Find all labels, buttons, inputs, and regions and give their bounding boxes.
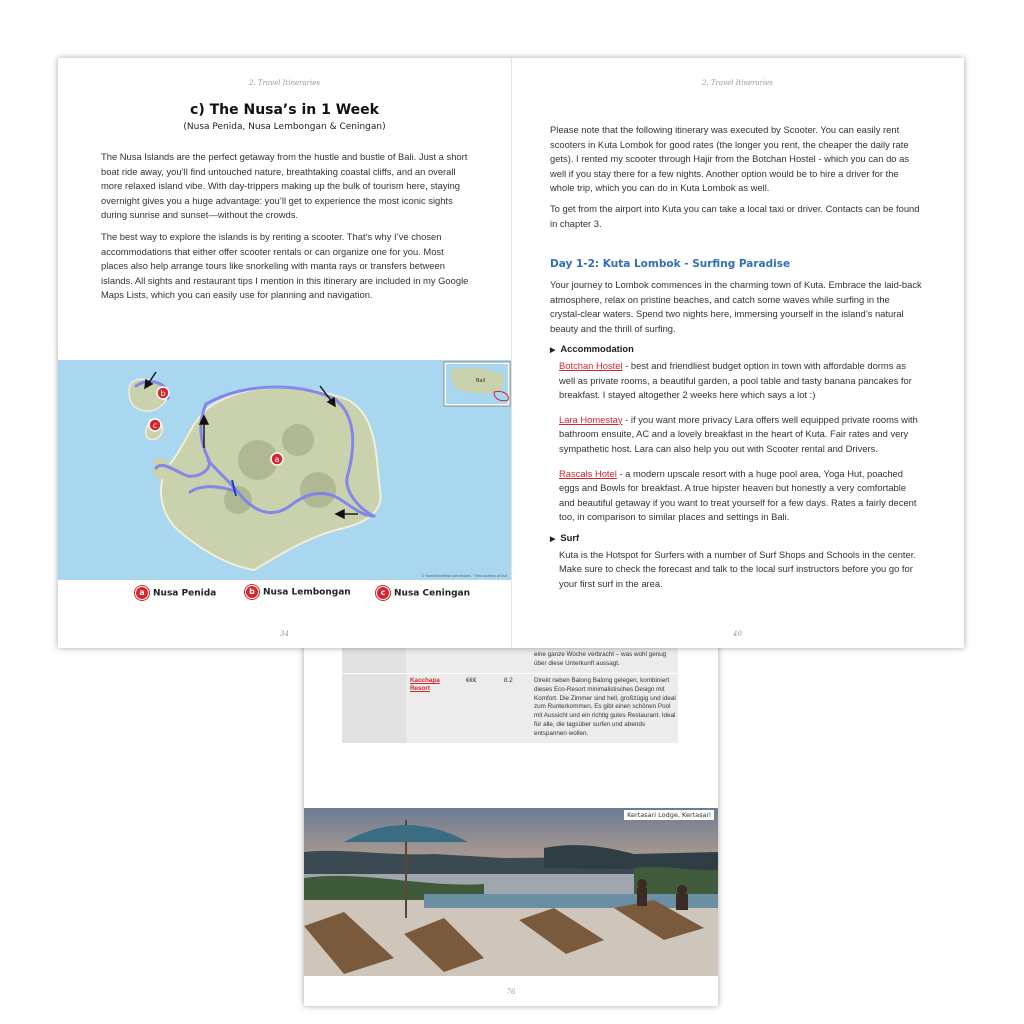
map-illustration [58,360,511,580]
map-marker-b: b [160,389,166,398]
intro-text [101,150,471,310]
map-marker-a: a [274,455,280,464]
accommodation-text: - a modern upscale resort with a huge pool area, Yoga Hut, poached eggs and Bowls for breakfast. A true hipster heaven but honestly a very comfortable and beautiful getaway if you want to treat yourself for a few days. Rates a fairly decent too, in comparison to similar places and settings in Bali. [559,467,917,523]
table-row-description: Direkt neben Balong Balong gelegen, kombiniert dieses Eco-Resort minimalistisches Design mit Komfort. Die Zimmer sind hell, großzügig und ideal zum Runterkommen. Es gibt einen schönen Pool mit Aussicht und ein richtig gutes Restaurant. Ideal für alle, die tagsüber surfen und abends entspannen wollen. [534,677,676,737]
map-inset-label: Bali [476,378,486,384]
page-number-right: 40 [733,630,742,638]
lara-homestay-link[interactable]: Lara Homestay [559,413,623,425]
day-paragraph: Your journey to Lombok commences in the charming town of Kuta. Embrace the laid-back atmosphere, relax on pristine beaches, and catch some waves while surfing in the crystal-clear waters. Spend two nights here, immersing yourself in the island’s natural beauty and the thrill of surfing. [550,279,922,334]
legend-badge: b [245,585,259,599]
legend-label: Nusa Ceningan [394,588,471,599]
legend-item-b [245,585,351,599]
right-intro-paragraph-1: Please note that the following itinerary was executed by Scooter. You can easily rent scooters in Kuta Lombok for good rates (the longer you rent, the cheaper the daily rate gets). I rented my scooter through Hajir from the Botchan Hostel - which you can do as well if you stay there for a few nights. Another option would be to hire a driver for the whole trip, which you can do in Kuta Lombok as well. [550,124,910,194]
accommodation-entry-3 [550,467,922,525]
right-intro [550,123,922,237]
accommodation-text: - if you want more privacy Lara offers well equipped private rooms with bathroom ensuite, AC and a lovely breakfast in the heart of Kuta. Fair rates and very sympathetic host. Lara can also help you out with Scooter rental and Drivers. [559,413,918,454]
triangle-bullet-icon: ▶ [550,535,556,543]
spine [511,58,512,648]
legend-badge: a [135,586,149,600]
legend-item-c [376,586,470,600]
surf-paragraph: Kuta is the Hotspot for Surfers with a number of Surf Shops and Schools in the center. Make sure to check the forecast and talk to the local surf instructors before you go for your first surf in the area. [559,548,916,589]
chapter-subtitle: (Nusa Penida, Nusa Lembongan & Ceningan) [183,122,386,132]
table-row-name-link[interactable]: Kacchapa Resort [410,677,440,692]
intro-paragraph-1: The Nusa Islands are the perfect getaway from the hustle and bustle of Bali. Just a short boat ride away, you’ll find untouched nature, breathtaking coastal cliffs, and an overall more relaxed island vibe. With day-trippers making up the bulk of tourism here, staying overnight gives you a huge advantage: you’ll get to experience the most iconic sights during sunrise and sunset—without the crowds. [101,151,468,221]
intro-paragraph-2: The best way to explore the islands is by renting a scooter. That’s why I’ve chosen accommodations that either offer scooter rentals or can organize one for you. Most places also help arrange tours like snorkeling with manta rays or transfers between islands. All sights and restaurant tips I mention in this itinerary are included in my Google Maps Lists, which you can easily use for planning and navigation. [101,230,469,301]
accommodation-text: - best and friendliest budget option in town with affordable dorms as well as private rooms, a beautiful garden, a pool table and tasty banana pancakes for breakfast. I stayed altogether 2 weeks here which says a lot :) [559,359,912,401]
accommodation-entry-1 [550,359,922,403]
accommodation-heading [550,342,922,359]
legend-badge: c [376,586,390,600]
page-number-back: 76 [506,988,516,996]
photo-caption: Kertasari Lodge, Kertasari [624,810,714,820]
map-marker-c: c [152,421,158,430]
table-row-top-text: eine ganze Woche verbracht – was wohl genug über diese Unterkunft aussagt. [534,650,667,667]
right-intro-paragraph-2: To get from the airport into Kuta you can take a local taxi or driver. Contacts can be found in chapter 3. [550,202,920,229]
table-row-price: €€€ [466,677,477,684]
day-heading: Day 1-2: Kuta Lombok - Surfing Paradise [550,258,791,270]
surf-heading-label: Surf [560,531,580,543]
nusa-islands-map [58,360,511,580]
legend-label: Nusa Penida [153,588,217,599]
resort-photo-illustration [304,808,718,976]
map-attribution: © OpenStreetMap contributors · Tiles courtesy of Esri [421,574,507,578]
table-divider [342,673,678,674]
botchan-hostel-link[interactable]: Botchan Hostel [559,359,623,371]
legend-item-a [135,586,216,600]
table-name-column [342,640,406,743]
triangle-bullet-icon: ▶ [550,347,556,355]
running-head-right: 2. Travel Itineraries [702,79,773,87]
rascals-hotel-link[interactable]: Rascals Hotel [559,467,617,479]
day-content [550,278,922,597]
resort-photo [304,808,718,976]
surf-heading [550,531,922,548]
book-spread [58,58,964,648]
page-number-left: 34 [280,630,289,638]
table-row-rating: 8.2 [504,677,513,684]
back-page [304,640,718,1006]
chapter-title: c) The Nusa’s in 1 Week [190,102,379,118]
accommodation-entry-2 [550,413,922,457]
legend-label: Nusa Lembongan [263,587,351,598]
accommodation-heading-label: Accommodation [560,343,634,355]
running-head-left: 2. Travel Itineraries [249,79,320,87]
